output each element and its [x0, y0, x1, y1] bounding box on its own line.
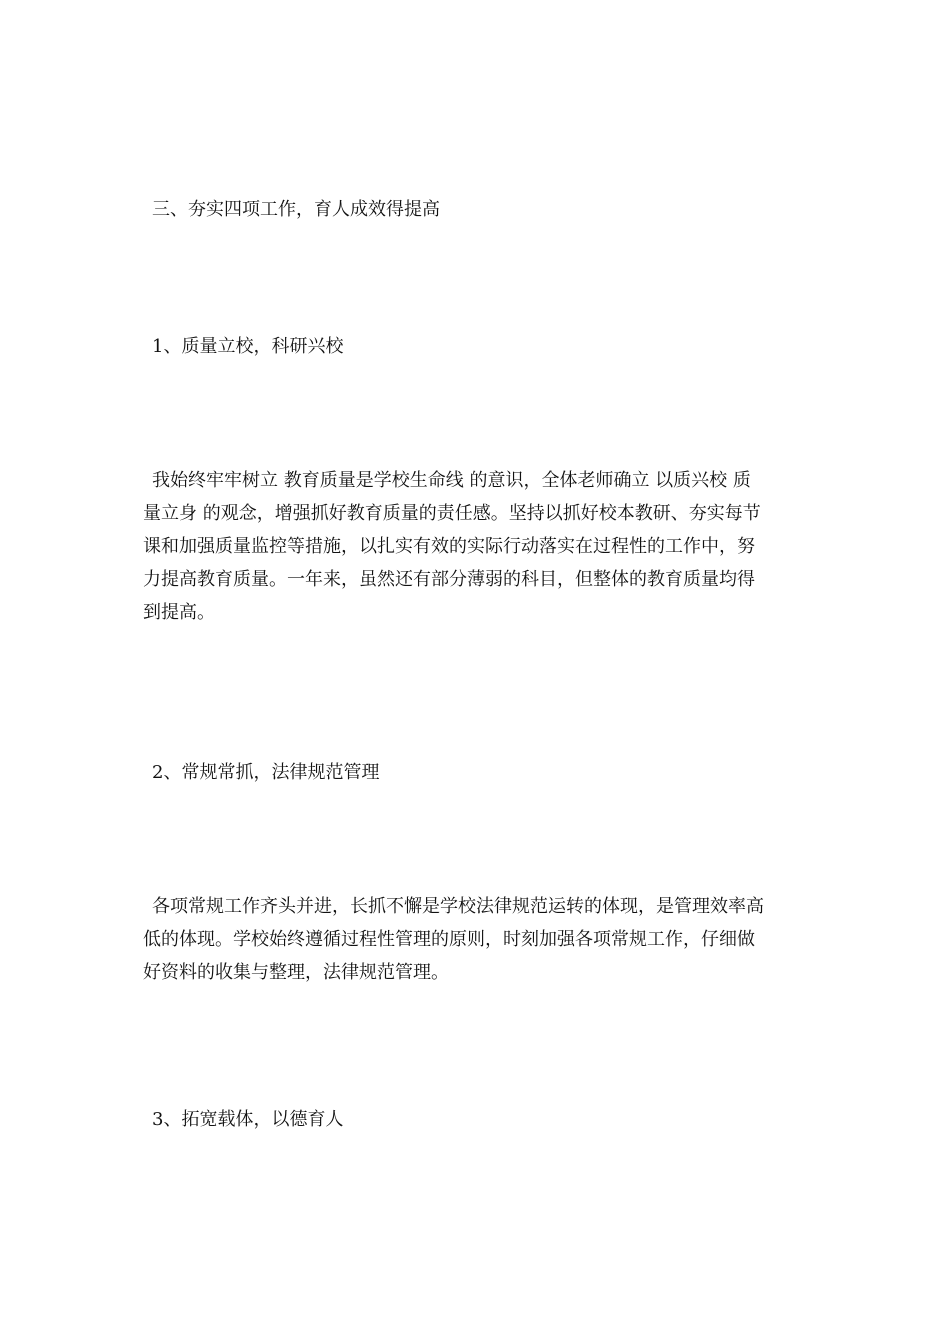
item-2-heading: 2、常规常抓，法律规范管理: [152, 762, 380, 783]
paragraph-line: 到提高。: [143, 602, 215, 623]
section-heading: 三、夯实四项工作，育人成效得提高: [152, 199, 440, 220]
item-3-heading: 3、拓宽载体，以德育人: [152, 1109, 344, 1130]
item-2-paragraph: [143, 890, 808, 989]
item-1-paragraph: [143, 464, 808, 629]
paragraph-line: 量立身 的观念，增强抓好教育质量的责任感。坚持以抓好校本教研、夯实每节: [143, 503, 761, 524]
paragraph-line: 力提高教育质量。一年来，虽然还有部分薄弱的科目，但整体的教育质量均得: [143, 569, 755, 590]
paragraph-line: 好资料的收集与整理，法律规范管理。: [143, 962, 449, 983]
paragraph-line: 各项常规工作齐头并进，长抓不懈是学校法律规范运转的体现，是管理效率高: [152, 896, 764, 917]
paragraph-line: 我始终牢牢树立 教育质量是学校生命线 的意识，全体老师确立 以质兴校 质: [152, 470, 751, 491]
item-1-heading: 1、质量立校，科研兴校: [152, 336, 344, 357]
paragraph-line: 低的体现。学校始终遵循过程性管理的原则，时刻加强各项常规工作，仔细做: [143, 929, 755, 950]
paragraph-line: 课和加强质量监控等措施，以扎实有效的实际行动落实在过程性的工作中，努: [143, 536, 755, 557]
